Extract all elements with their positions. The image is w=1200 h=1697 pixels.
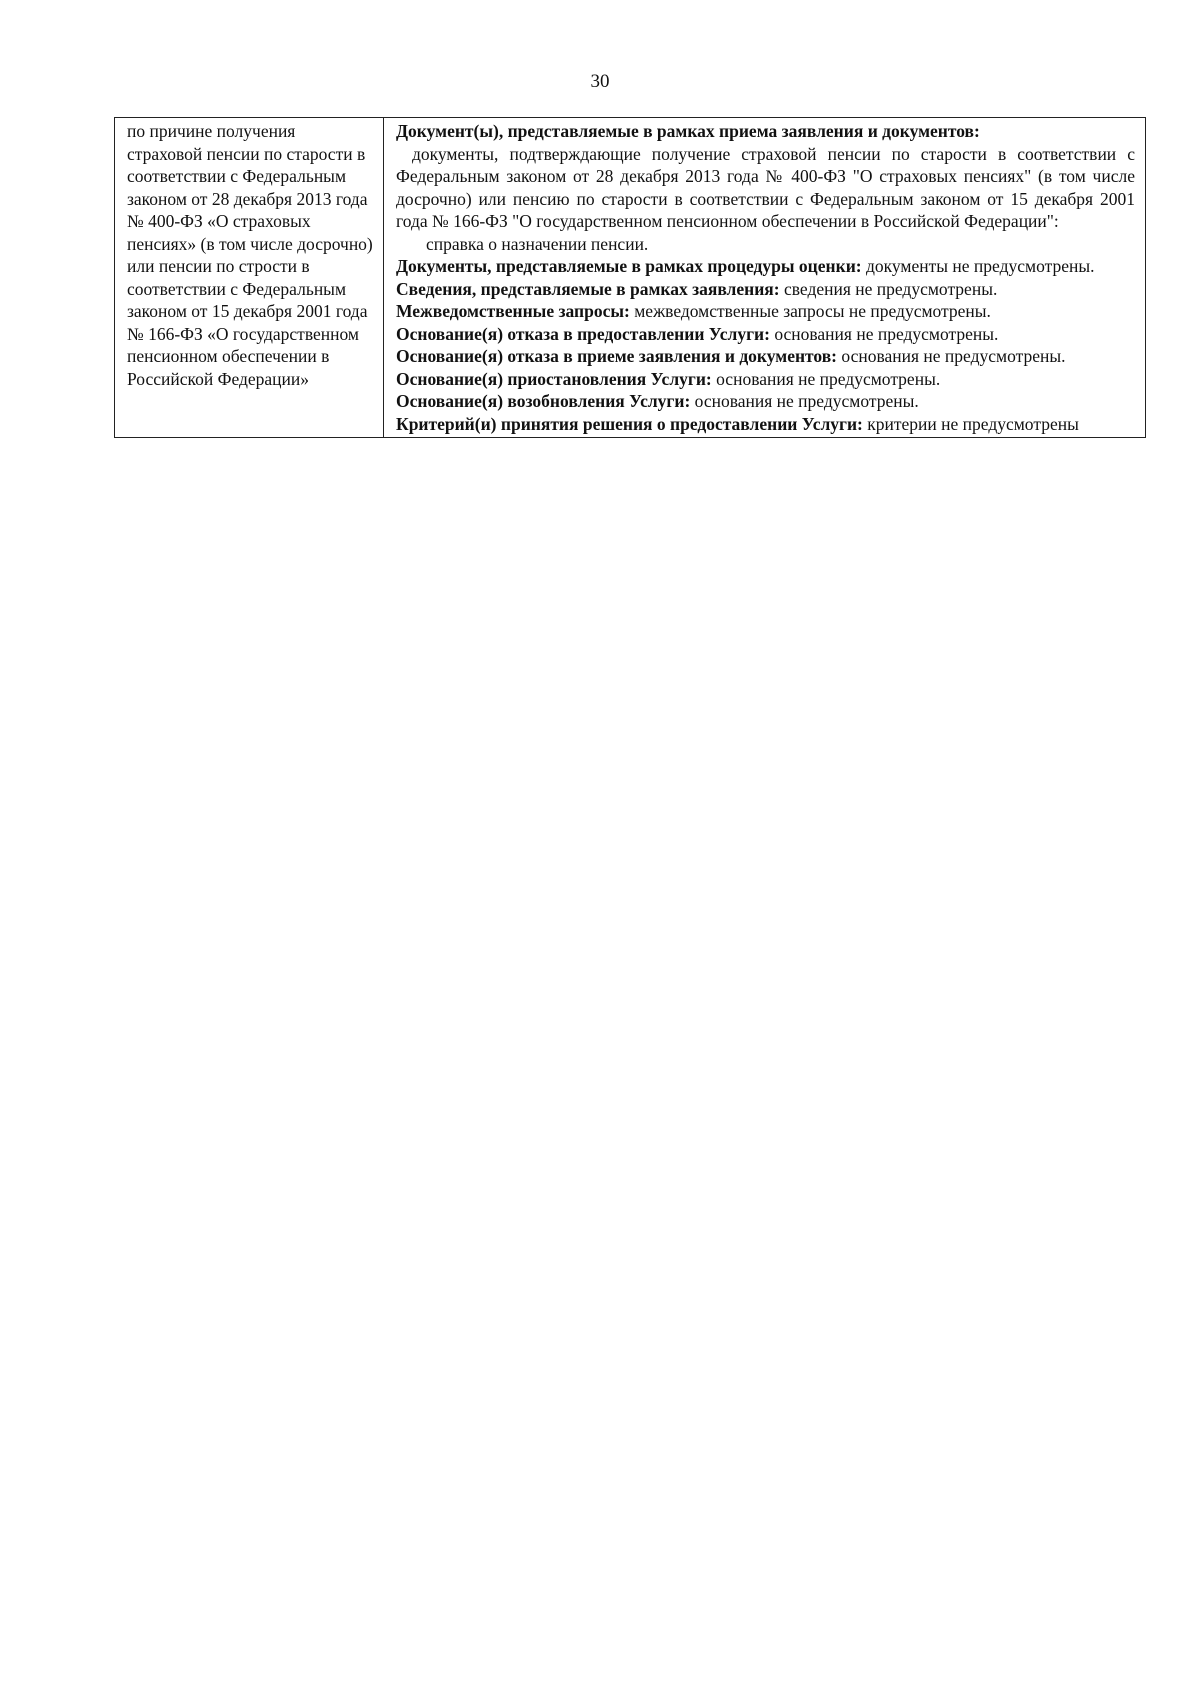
table-row	[115, 118, 1146, 438]
row-label: Основание(я) отказа в приеме заявления и документов:	[396, 346, 838, 366]
documents-heading: Документ(ы), представляемые в рамках приема заявления и документов:	[396, 121, 980, 141]
resumption-paragraph	[396, 390, 1135, 413]
row-text: документы не предусмотрены.	[861, 256, 1095, 276]
documents-text: документы, подтверждающие получение страховой пенсии по старости в соответствии с Федеральным законом от 28 декабря 2013 года № 400-ФЗ "О страховых пенсиях" (в том числе досрочно) или пенсию по старости в соответствии с Федеральным законом от 15 декабря 2001 года № 166-ФЗ "О государственном пенсионном обеспечении в Российской Федерации":	[396, 143, 1135, 231]
row-label: Критерий(и) принятия решения о предоставлении Услуги:	[396, 413, 863, 434]
row-text: основания не предусмотрены.	[769, 323, 999, 344]
documents-item: справка о назначении пенсии.	[426, 233, 649, 254]
row-label: Межведомственные запросы:	[396, 301, 630, 321]
refusal-service-paragraph	[396, 323, 1135, 346]
row-text: основания не предусмотрены.	[711, 368, 941, 389]
row-text: межведомственные запросы не предусмотрены.	[629, 301, 991, 321]
row-text: основания не предусмотрены.	[690, 391, 919, 411]
row-label: Документы, представляемые в рамках процедуры оценки:	[396, 256, 862, 276]
page-number: 30	[590, 71, 610, 92]
refusal-acceptance-paragraph	[396, 345, 1135, 368]
row-text: критерии не предусмотрены	[862, 413, 1079, 434]
suspension-paragraph	[396, 368, 1135, 391]
row-text: сведения не предусмотрены.	[779, 278, 998, 299]
document-table	[114, 117, 1146, 438]
row-label: Основание(я) возобновления Услуги:	[396, 391, 691, 411]
row-label: Основание(я) приостановления Услуги:	[396, 368, 712, 389]
row-text: основания не предусмотрены.	[837, 346, 1066, 366]
row-label: Основание(я) отказа в предоставлении Услуги:	[396, 323, 770, 344]
interagency-requests-paragraph	[396, 300, 1135, 323]
application-info-paragraph	[396, 278, 1135, 301]
table-cell-left: по причине получения страховой пенсии по старости в соответствии с Федеральным законом от 28 декабря 2013 года № 400-ФЗ «О страховых пенсиях» (в том числе досрочно) или пенсии по стрости в соответствии с Федеральным законом от 15 декабря 2001 года № 166-ФЗ «О государственном пенсионном обеспечении в Российской Федерации»	[115, 118, 384, 438]
decision-criteria-paragraph	[396, 413, 1135, 436]
documents-heading-paragraph	[396, 120, 1135, 143]
row-label: Сведения, представляемые в рамках заявления:	[396, 278, 780, 299]
table-cell-right	[384, 118, 1146, 438]
assessment-documents-paragraph	[396, 255, 1135, 278]
